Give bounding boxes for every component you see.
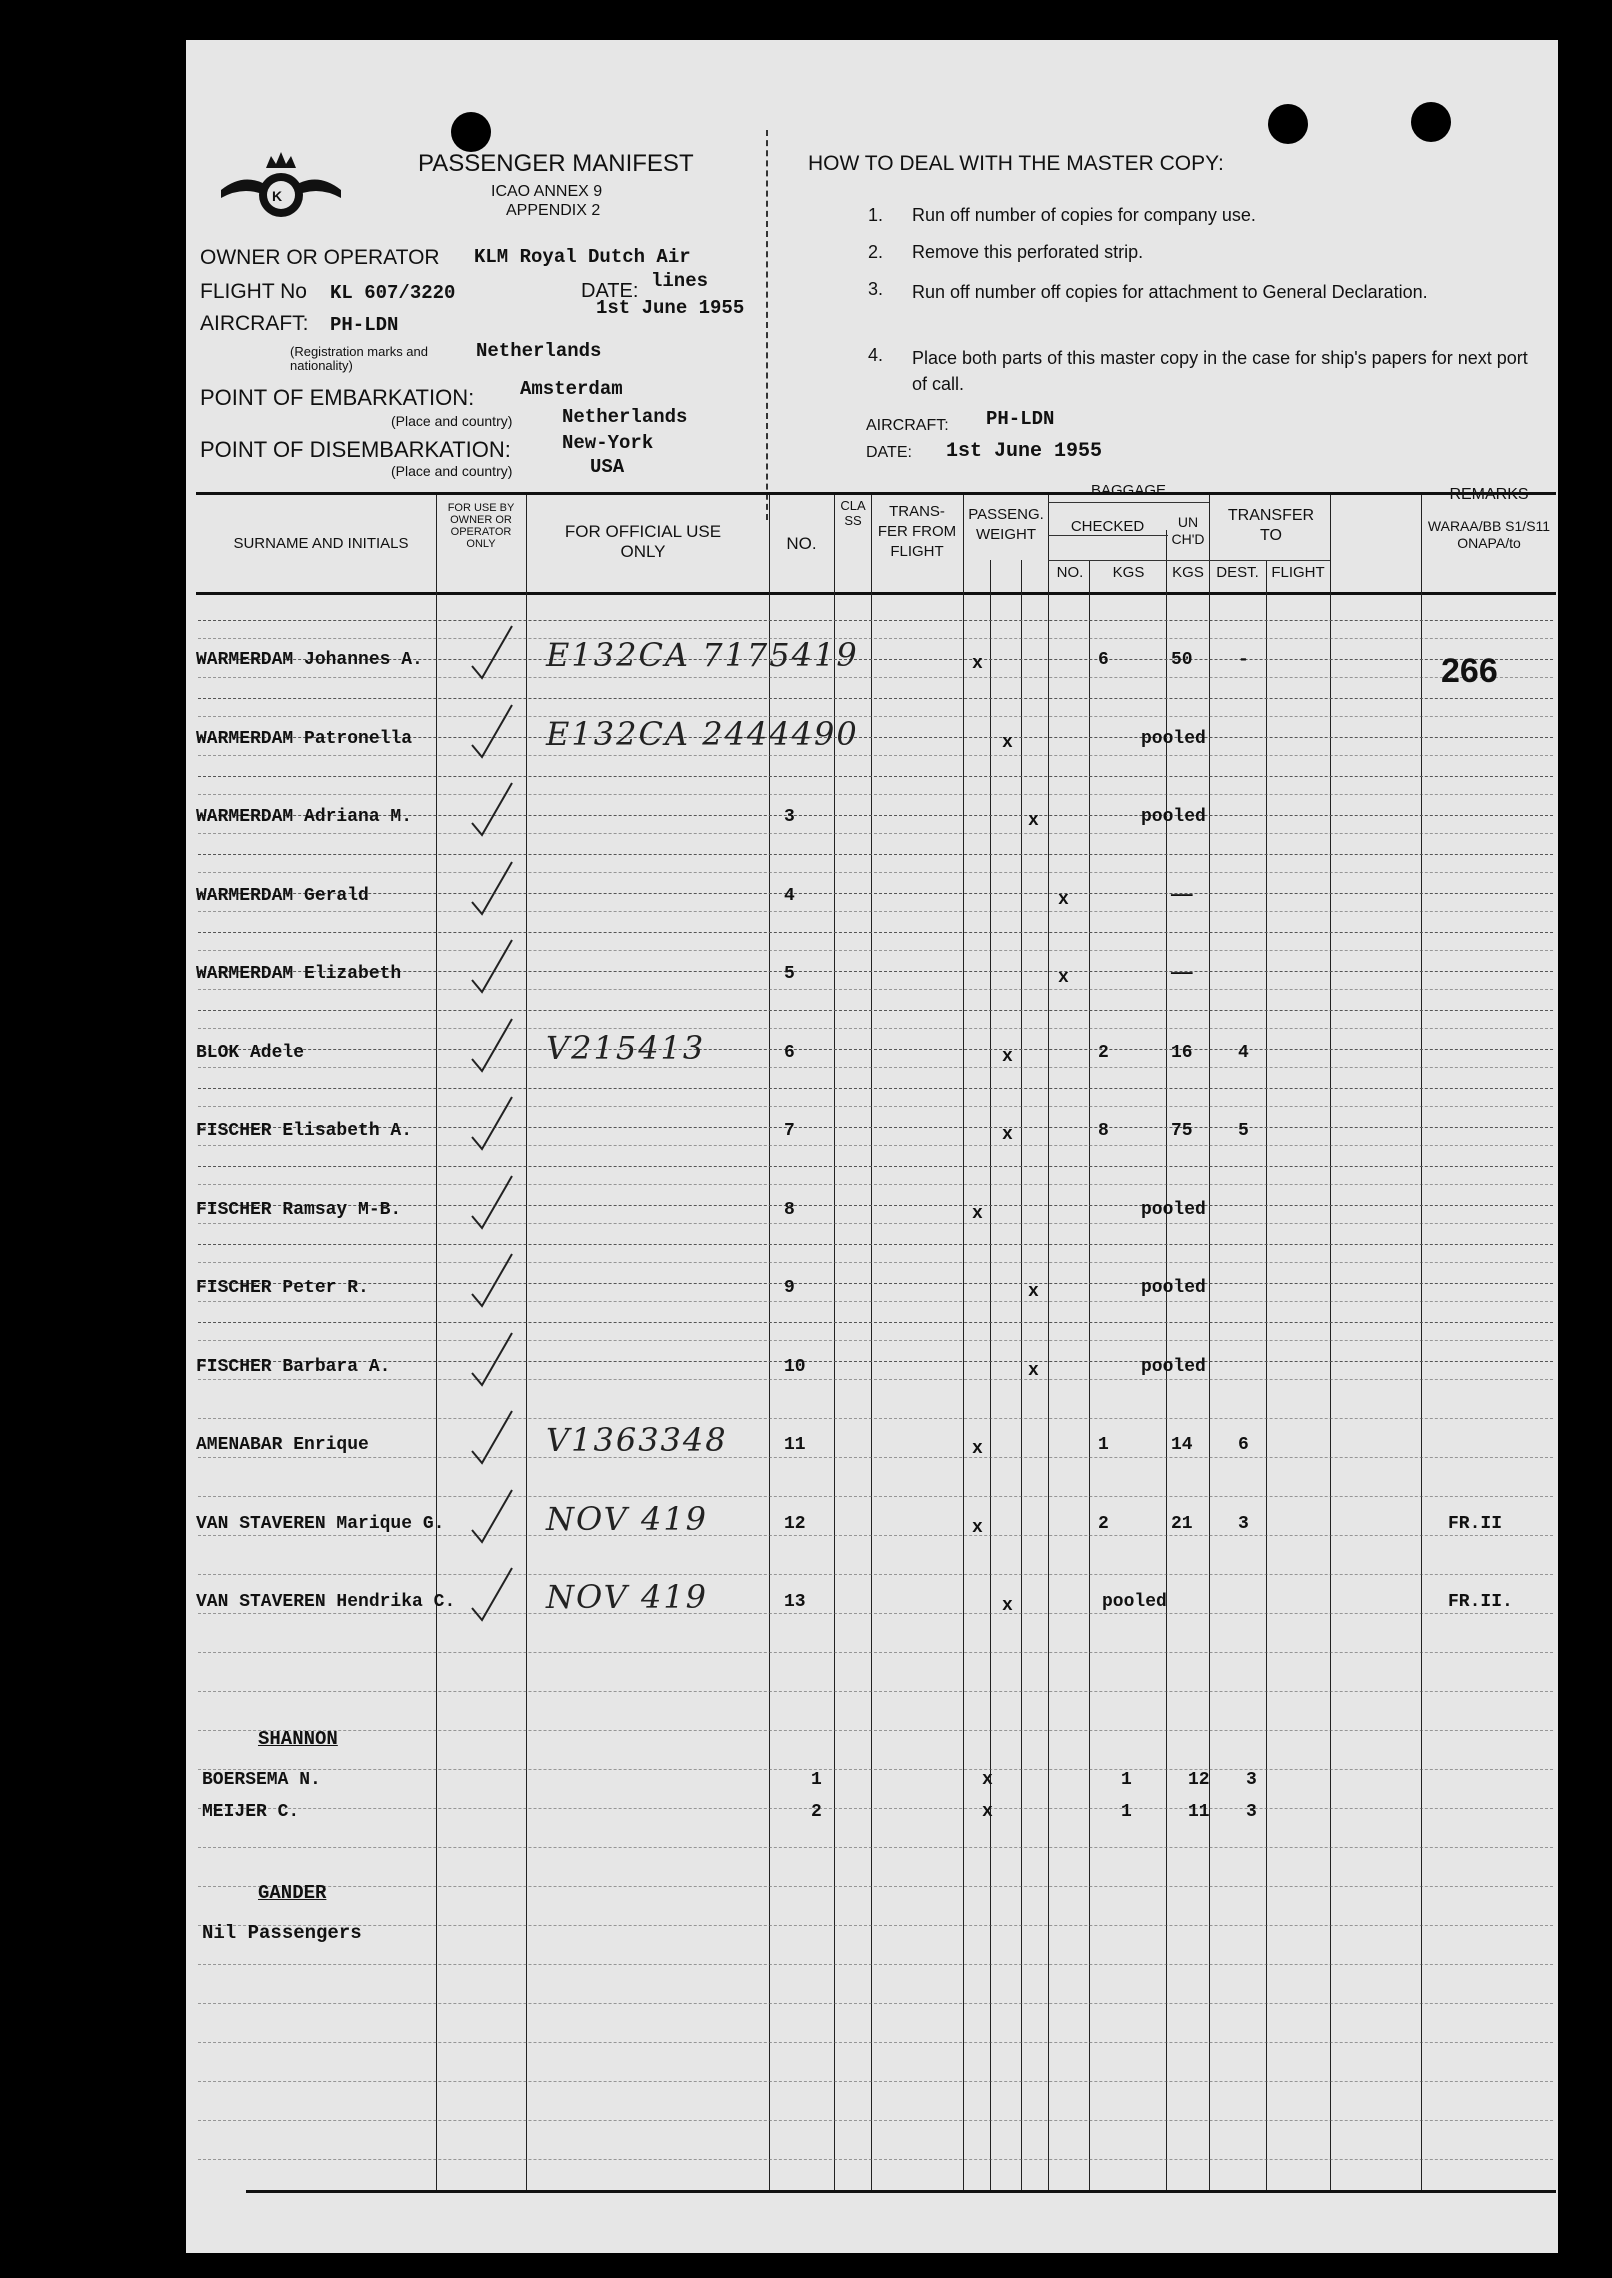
row-rule	[198, 2081, 1553, 2082]
row-rule	[198, 1691, 1553, 1692]
row-rule	[198, 1496, 1553, 1497]
passenger-no: 7	[784, 1121, 795, 1141]
row-rule	[198, 932, 1553, 933]
weight-mark: x	[1002, 1125, 1013, 1145]
weight-mark: x	[972, 1439, 983, 1459]
col-transfer-from: TRANS-FER FROM FLIGHT	[877, 503, 957, 560]
passenger-no: 5	[784, 964, 795, 984]
row-rule	[198, 854, 1553, 855]
instruction-2-num: 2.	[868, 242, 884, 262]
punch-hole	[1411, 102, 1451, 142]
row-rule	[198, 638, 1553, 639]
row-rule	[198, 1730, 1553, 1731]
row-rule	[198, 1010, 1553, 1011]
baggage-kgs: 16	[1171, 1042, 1193, 1063]
unchecked-kgs: 4	[1238, 1042, 1249, 1063]
punch-hole	[451, 112, 491, 152]
disembark-value: New-York	[562, 432, 654, 454]
shannon-name-1: BOERSEMA N.	[202, 1770, 321, 1790]
shannon-no-2: 2	[811, 1802, 822, 1822]
checkmark-icon	[468, 936, 518, 1001]
passenger-name: WARMERDAM Elizabeth	[196, 964, 402, 984]
remarks-entry: FR.II.	[1448, 1592, 1513, 1612]
passenger-no: 3	[784, 807, 795, 827]
col-baggage: BAGGAGE	[1090, 482, 1167, 499]
baggage-kgs: pooled	[1141, 1199, 1206, 1220]
checkmark-icon	[468, 779, 518, 844]
instr-date-value: 1st June 1955	[946, 440, 1103, 463]
row-rule	[198, 911, 1553, 912]
official-use-entry: NOV 419	[546, 1499, 709, 1538]
row-rule	[198, 1166, 1553, 1167]
unchecked-kgs: 6	[1238, 1435, 1249, 1455]
row-rule	[198, 1184, 1553, 1185]
row-rule	[198, 1457, 1553, 1458]
passenger-name: BLOK Adele	[196, 1042, 305, 1063]
shannon-bagkgs-2: 11	[1188, 1802, 1210, 1822]
row-rule	[198, 1379, 1553, 1380]
checkmark-icon	[468, 1172, 518, 1237]
passenger-name: FISCHER Peter R.	[196, 1278, 369, 1298]
row-rule	[198, 1106, 1553, 1107]
baggage-kgs: ——	[1171, 964, 1193, 984]
weight-mark: x	[1002, 1596, 1013, 1616]
row-rule	[198, 1088, 1553, 1089]
checkmark-icon	[468, 701, 518, 766]
row-rule	[198, 1925, 1553, 1926]
weight-mark: x	[1002, 732, 1013, 753]
row-rule	[198, 1223, 1553, 1224]
row-rule	[198, 1361, 1553, 1362]
disembark-country: USA	[590, 456, 625, 478]
col-owner-use: FOR USE BY OWNER OR OPERATOR ONLY	[447, 502, 515, 550]
baggage-kgs: 14	[1171, 1435, 1193, 1455]
owner-value-cont: lines	[651, 270, 709, 292]
handwritten-annotation: 266	[1441, 652, 1498, 690]
passenger-name: WARMERDAM Johannes A.	[196, 650, 423, 670]
row-rule	[198, 2120, 1553, 2121]
row-rule	[198, 620, 1553, 621]
col-dest: DEST.	[1216, 564, 1259, 581]
row-rule	[198, 794, 1553, 795]
disembark-label: POINT OF DISEMBARKATION:	[200, 437, 511, 462]
passenger-no: 9	[784, 1278, 795, 1298]
instruction-2: Remove this perforated strip.	[912, 242, 1144, 262]
weight-mark: x	[1058, 889, 1069, 910]
row-rule	[198, 1244, 1553, 1245]
passenger-no: 13	[784, 1592, 806, 1612]
col-surname: SURNAME AND INITIALS	[233, 535, 409, 552]
row-rule	[198, 1145, 1553, 1146]
official-use-entry: V215413	[546, 1028, 706, 1067]
shannon-bagno-1: 1	[1121, 1770, 1132, 1790]
baggage-kgs: pooled	[1141, 807, 1206, 827]
col-flight: FLIGHT	[1271, 564, 1325, 581]
instruction-1-num: 1.	[868, 205, 884, 225]
col-remarks-sub: WARAA/BB S1/S11 ONAPA/to	[1427, 518, 1551, 551]
col-remarks: REMARKS	[1449, 486, 1529, 503]
weight-mark: x	[1028, 1282, 1039, 1302]
row-rule	[198, 989, 1553, 990]
aircraft-value: PH-LDN	[330, 314, 399, 336]
row-rule	[198, 872, 1553, 873]
klm-crown-logo-icon	[216, 150, 346, 230]
col-official-use: FOR OFFICIAL USE ONLY	[564, 522, 722, 561]
baggage-kgs: pooled	[1102, 1592, 1167, 1612]
instruction-4: Place both parts of this master copy in the case for ship's papers for next port of call.	[912, 348, 1528, 394]
embark-value: Amsterdam	[520, 378, 623, 400]
disembark-place-label: (Place and country)	[391, 463, 513, 479]
manifest-page	[186, 40, 1558, 2253]
row-rule	[198, 893, 1553, 894]
instr-date-label: DATE:	[866, 444, 912, 461]
row-rule	[198, 2042, 1553, 2043]
col-pass-weight: PASSENG. WEIGHT	[968, 506, 1044, 543]
baggage-count: 1	[1098, 1435, 1109, 1455]
row-rule	[198, 1574, 1553, 1575]
col-class: CLASS	[840, 498, 866, 528]
row-rule	[198, 1418, 1553, 1419]
gander-heading: GANDER	[258, 1882, 327, 1904]
row-rule	[198, 716, 1553, 717]
weight-mark: x	[1028, 1360, 1039, 1381]
row-rule	[198, 1301, 1553, 1302]
table-header-rule	[196, 592, 1556, 595]
passenger-no: 11	[784, 1435, 806, 1455]
baggage-kgs: 50	[1171, 650, 1193, 670]
passenger-name: VAN STAVEREN Marique G.	[196, 1513, 445, 1534]
row-rule	[198, 2003, 1553, 2004]
baggage-count: 2	[1098, 1513, 1109, 1534]
passenger-no: 12	[784, 1513, 806, 1534]
weight-mark: x	[1058, 968, 1069, 988]
row-rule	[198, 1964, 1553, 1965]
row-rule	[198, 1340, 1553, 1341]
row-rule	[198, 1769, 1553, 1770]
unchecked-kgs: -	[1238, 650, 1249, 670]
official-use-entry: NOV 419	[546, 1578, 709, 1616]
row-rule	[198, 1808, 1553, 1809]
weight-mark: x	[972, 1517, 983, 1538]
official-use-entry: E132CA 7175419	[546, 636, 859, 674]
row-rule	[198, 1652, 1553, 1653]
passenger-no: 10	[784, 1356, 806, 1377]
col-unchecked: UN CH'D	[1171, 514, 1205, 547]
row-rule	[198, 833, 1553, 834]
checkmark-icon	[468, 1486, 518, 1551]
passenger-no: 4	[784, 885, 795, 906]
row-rule	[198, 1283, 1553, 1284]
embark-country: Netherlands	[562, 406, 688, 428]
instr-aircraft-label: AIRCRAFT:	[866, 417, 949, 434]
instruction-3: Run off number off copies for attachment to General Declaration.	[912, 282, 1428, 302]
row-rule	[198, 1535, 1553, 1536]
passenger-no: 8	[784, 1199, 795, 1220]
row-rule	[198, 1049, 1553, 1050]
row-rule	[198, 1613, 1553, 1614]
embark-label: POINT OF EMBARKATION:	[200, 385, 475, 410]
baggage-kgs: ——	[1171, 885, 1193, 906]
baggage-count: 8	[1098, 1121, 1109, 1141]
remarks-entry: FR.II	[1448, 1513, 1503, 1534]
icao-annex: ICAO ANNEX 9	[491, 183, 603, 200]
weight-mark: x	[982, 1770, 993, 1790]
row-rule	[198, 1262, 1553, 1263]
weight-mark: x	[972, 654, 983, 674]
baggage-kgs: 21	[1171, 1513, 1193, 1534]
table-top-rule	[196, 492, 1556, 495]
checkmark-icon	[468, 858, 518, 923]
passenger-name: WARMERDAM Adriana M.	[196, 807, 413, 827]
passenger-no: 6	[784, 1042, 795, 1063]
row-rule	[198, 1028, 1553, 1029]
baggage-kgs: pooled	[1141, 1356, 1206, 1377]
registration-value: Netherlands	[476, 340, 602, 362]
row-rule	[198, 1847, 1553, 1848]
shannon-unch-1: 3	[1246, 1770, 1257, 1790]
embark-place-label: (Place and country)	[391, 413, 513, 429]
date-label: DATE:	[581, 280, 639, 302]
unchecked-kgs: 5	[1238, 1121, 1249, 1141]
shannon-name-2: MEIJER C.	[202, 1802, 300, 1822]
shannon-unch-2: 3	[1246, 1802, 1257, 1822]
flight-label: FLIGHT No	[200, 280, 307, 303]
official-use-entry: V1363348	[546, 1421, 728, 1459]
passenger-name: VAN STAVEREN Hendrika C.	[196, 1592, 456, 1612]
row-rule	[198, 1067, 1553, 1068]
row-rule	[198, 776, 1553, 777]
instructions-title: HOW TO DEAL WITH THE MASTER COPY:	[808, 152, 1224, 175]
row-rule	[198, 677, 1553, 678]
row-rule	[198, 2159, 1553, 2160]
passenger-name: FISCHER Elisabeth A.	[196, 1121, 413, 1141]
shannon-bagkgs-1: 12	[1188, 1770, 1210, 1790]
row-rule	[198, 1205, 1553, 1206]
col-unchecked-kgs: KGS	[1172, 564, 1204, 581]
date-value: 1st June 1955	[596, 297, 745, 319]
baggage-kgs: pooled	[1141, 1278, 1206, 1298]
weight-mark: x	[972, 1203, 983, 1224]
row-rule	[198, 971, 1553, 972]
instr-aircraft-value: PH-LDN	[986, 408, 1055, 430]
instruction-3-num: 3.	[868, 279, 884, 299]
passenger-name: FISCHER Barbara A.	[196, 1356, 391, 1377]
row-rule	[198, 698, 1553, 699]
shannon-bagno-2: 1	[1121, 1802, 1132, 1822]
gander-note: Nil Passengers	[202, 1922, 362, 1944]
punch-hole	[1268, 104, 1308, 144]
passenger-name: WARMERDAM Gerald	[196, 885, 369, 906]
checkmark-icon	[468, 1407, 518, 1472]
shannon-heading: SHANNON	[258, 1728, 338, 1750]
checkmark-icon	[468, 1329, 518, 1394]
baggage-count: 6	[1098, 650, 1109, 670]
table-bottom-rule	[246, 2190, 1556, 2193]
col-checked: CHECKED	[1070, 518, 1145, 535]
flight-value: KL 607/3220	[330, 282, 456, 304]
registration-label: (Registration marks and nationality)	[290, 344, 428, 373]
weight-mark: x	[982, 1802, 993, 1822]
baggage-count: 2	[1098, 1042, 1109, 1063]
unchecked-kgs: 3	[1238, 1513, 1249, 1534]
passenger-name: FISCHER Ramsay M-B.	[196, 1199, 402, 1220]
col-transfer-to: TRANSFER TO	[1227, 507, 1315, 544]
checkmark-icon	[468, 622, 518, 687]
row-rule	[198, 950, 1553, 951]
col-no: NO.	[786, 534, 817, 553]
svg-text:K: K	[272, 188, 283, 204]
official-use-entry: E132CA 2444490	[546, 714, 859, 753]
checkmark-icon	[468, 1015, 518, 1080]
col-checked-kgs: KGS	[1112, 564, 1145, 581]
owner-value: KLM Royal Dutch Air	[474, 246, 691, 268]
baggage-kgs: 75	[1171, 1121, 1193, 1141]
row-rule	[198, 1322, 1553, 1323]
passenger-name: AMENABAR Enrique	[196, 1435, 369, 1455]
instruction-4-num: 4.	[868, 345, 884, 365]
perforation-line	[766, 130, 768, 520]
weight-mark: x	[1002, 1046, 1013, 1067]
owner-label: OWNER OR OPERATOR	[200, 246, 440, 269]
row-rule	[198, 1886, 1553, 1887]
aircraft-label: AIRCRAFT:	[200, 312, 309, 335]
manifest-title: PASSENGER MANIFEST	[418, 150, 694, 177]
appendix: APPENDIX 2	[506, 202, 601, 219]
passenger-name: WARMERDAM Patronella	[196, 728, 413, 749]
col-checked-no: NO.	[1056, 564, 1084, 581]
checkmark-icon	[468, 1093, 518, 1158]
row-rule	[198, 755, 1553, 756]
instruction-1: Run off number of copies for company use.	[912, 205, 1256, 225]
shannon-no-1: 1	[811, 1770, 822, 1790]
checkmark-icon	[468, 1564, 518, 1629]
baggage-kgs: pooled	[1141, 728, 1206, 749]
checkmark-icon	[468, 1250, 518, 1315]
weight-mark: x	[1028, 811, 1039, 831]
